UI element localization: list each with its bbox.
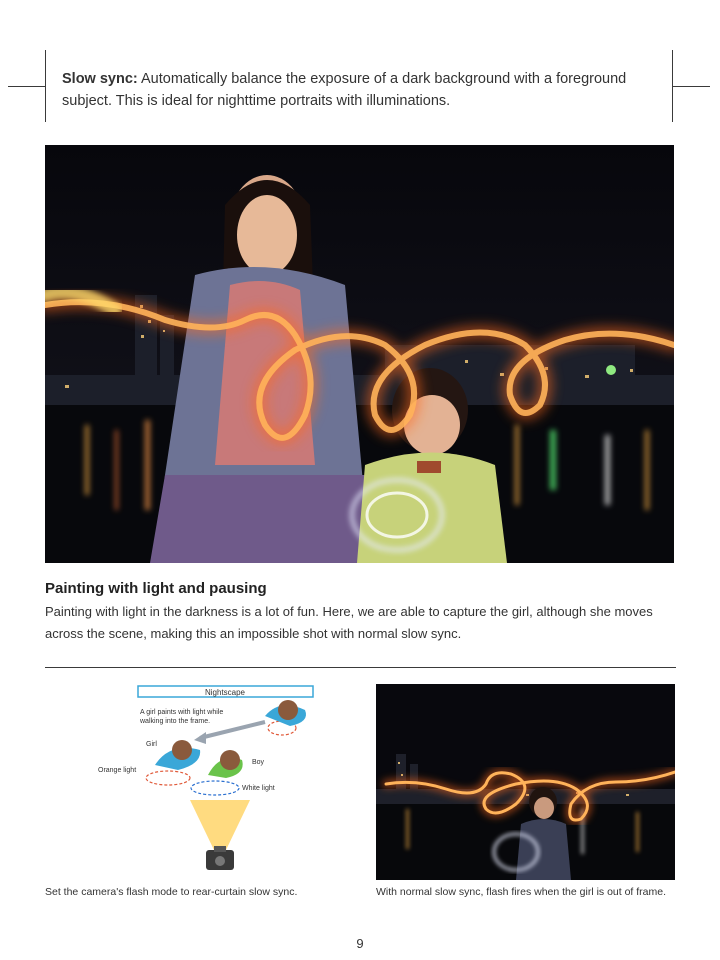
section-divider [45,667,676,668]
section-title: Painting with light and pausing [45,580,267,597]
main-photo [45,145,674,563]
boy-label: Boy [252,759,265,766]
intro-text: Automatically balance the exposure of a dark background with a foreground subject. This is ideal for nighttime portraits with illuminations. [62,71,627,109]
section-body: Painting with light in the darkness is a lot of fun. Here, we are able to capture the girl, although she moves across the scene, making this an impossible shot with normal slow sync. [45,604,653,641]
crop-mark-right-horizontal [672,86,710,87]
page-number: 9 [356,936,364,951]
intro-paragraph [62,68,662,112]
caption-right: With normal slow sync, flash fires when the girl is out of frame. [376,886,667,898]
crop-mark-left [45,50,46,122]
crop-mark-left-horizontal [8,86,45,87]
nightscape-label: Nightscape [204,688,246,697]
caption-left: Set the camera's flash mode to rear-curtain slow sync. [45,886,298,898]
shooting-diagram [90,680,330,880]
note-line-1: A girl paints with light while [140,709,224,716]
orange-light-label: Orange light [98,767,137,774]
girl-label: Girl [146,741,157,748]
girl-figure-top [265,700,306,735]
camera-icon [206,846,234,870]
white-light-label: White light [242,785,275,792]
small-photo [376,684,675,880]
intro-term: Slow sync: [62,71,138,87]
note-line-2: walking into the frame. [140,718,211,725]
